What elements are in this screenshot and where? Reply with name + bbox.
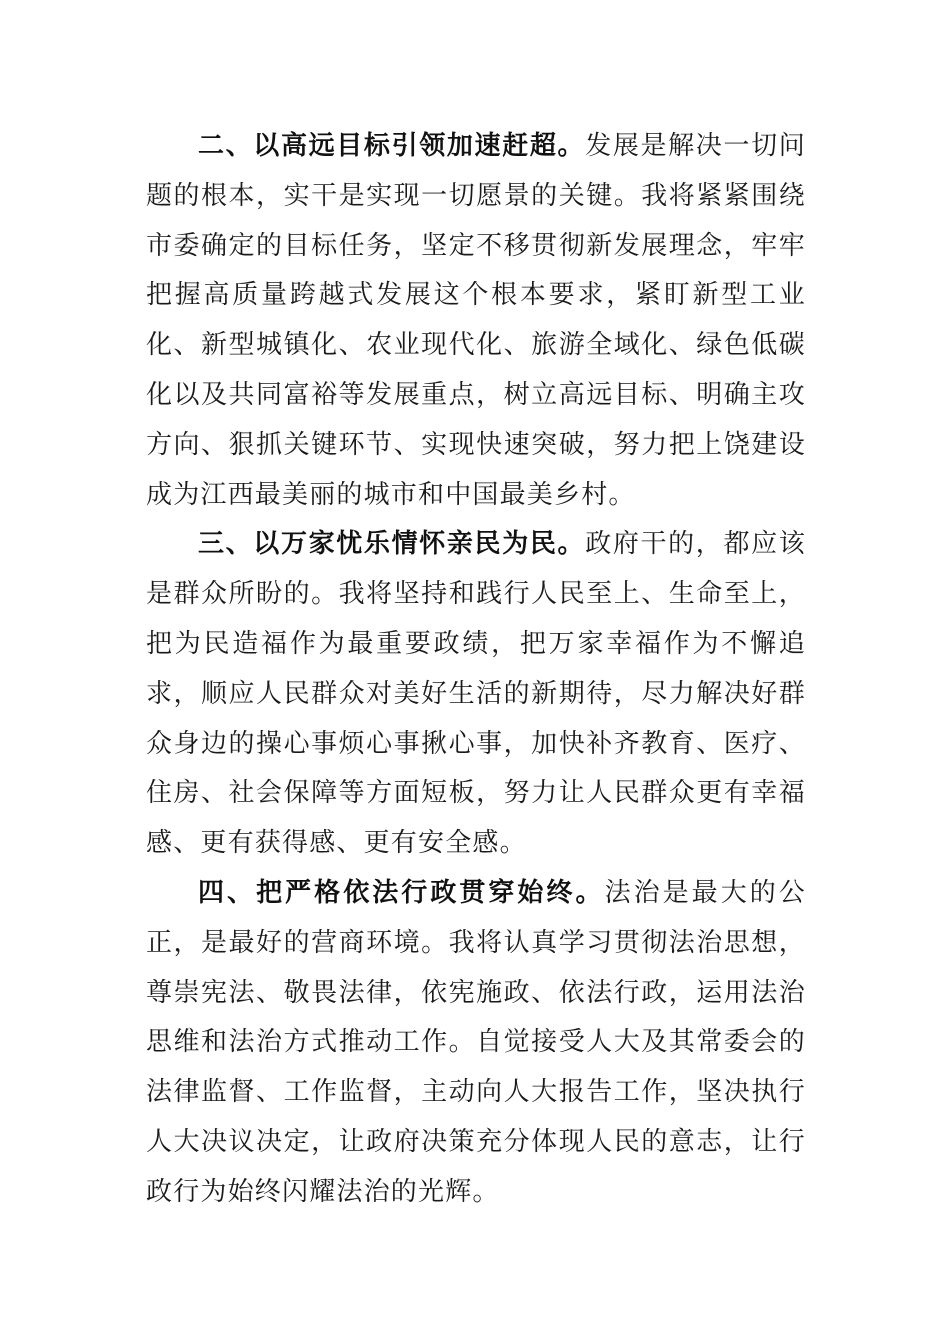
paragraph-heading: 四、把严格依法行政贯穿始终。 — [198, 877, 605, 908]
paragraph-goal-leading — [146, 122, 806, 520]
paragraph-text: 法治是最大的公正，是最好的营商环境。我将认真学习贯彻法治思想，尊崇宪法、敬畏法律，依宪施政、依法行政，运用法治思维和法治方式推动工作。自觉接受人大及其常委会的法律监督、工作监督，主动向人大报告工作，坚决执行人大决议决定，让政府决策充分体现人民的意志，让行政行为始终闪耀法治的光辉。 — [146, 877, 806, 1207]
document-body — [146, 122, 806, 1218]
paragraph-text: 政府干的，都应该是群众所盼的。我将坚持和践行人民至上、生命至上，把为民造福作为最重要政绩，把万家幸福作为不懈追求，顺应人民群众对美好生活的新期待，尽力解决好群众身边的操心事烦心事揪心事，加快补齐教育、医疗、住房、社会保障等方面短板，努力让人民群众更有幸福感、更有获得感、更有安全感。 — [146, 529, 806, 859]
paragraph-people-first — [146, 520, 806, 869]
paragraph-text: 发展是解决一切问题的根本，实干是实现一切愿景的关键。我将紧紧围绕市委确定的目标任务，坚定不移贯彻新发展理念，牢牢把握高质量跨越式发展这个根本要求，紧盯新型工业化、新型城镇化、农业现代化、旅游全域化、绿色低碳化以及共同富裕等发展重点，树立高远目标、明确主攻方向、狠抓关键环节、实现快速突破，努力把上饶建设成为江西最美丽的城市和中国最美乡村。 — [146, 131, 806, 510]
paragraph-heading: 三、以万家忧乐情怀亲民为民。 — [198, 529, 586, 560]
paragraph-rule-of-law — [146, 869, 806, 1218]
paragraph-heading: 二、以高远目标引领加速赶超。 — [198, 131, 586, 161]
